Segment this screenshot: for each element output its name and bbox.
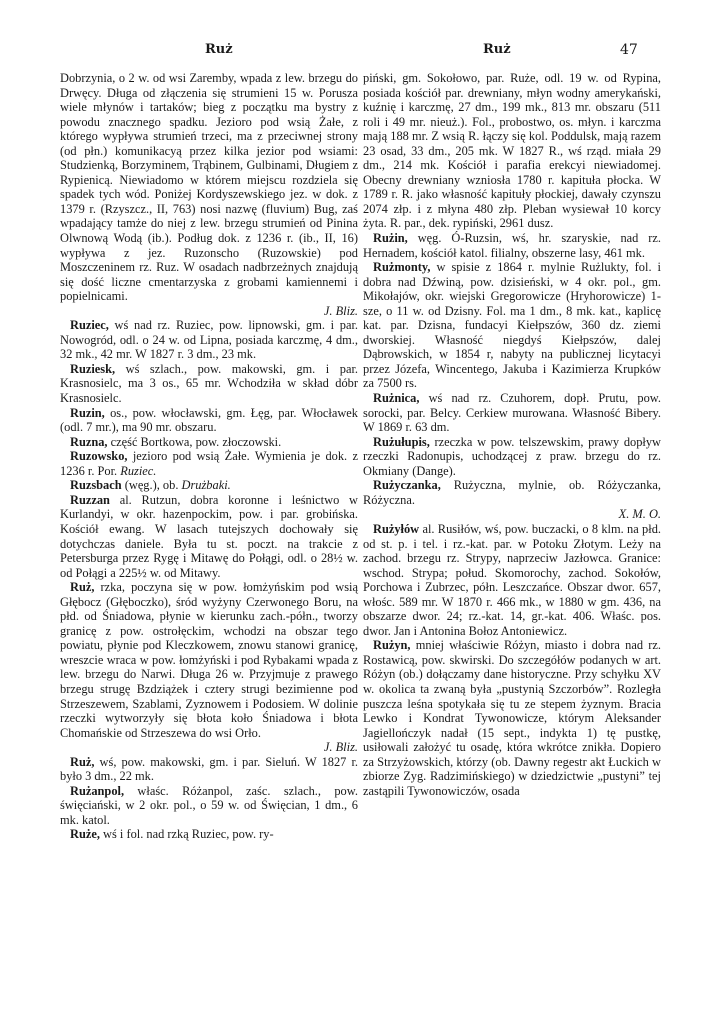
dictionary-entry	[60, 493, 358, 580]
running-head-left: Ruż	[205, 42, 233, 57]
entry-headword: Ruzsbach	[70, 478, 122, 493]
author-signature: J. Bliz.	[323, 303, 358, 318]
entry-headword: Rużmonty,	[373, 260, 431, 275]
entry-headword: Ruzowsko,	[70, 449, 128, 464]
entry-text: część Bortkowa, pow. złoczowski.	[107, 434, 282, 449]
dictionary-entry	[60, 784, 358, 828]
entry-text: w spisie z 1864 r. mylnie Rużlukty, fol. i dobra nad Dźwiną, pow. dzisieński, w 4 okr. pol., gm. Mikołajów, okr. wiejski Gregorowicze (Hryhorowicze) 1-sze, o 11 w. od Dzisny. Fol. ma 1 dm., 8 mk. kat., kaplicę kat. par. Dzisna, fundacyi Kiełpszów, 360 dz. ziemi dworskiej. Własność niegdyś Kiełpszów, dalej Dąbrowskich, w 1854 r, nabyty na publicznej licytacyi przez Józefa, Wincentego, Jakuba i Kazimierza Krupków za 7500 rs.	[363, 260, 661, 391]
entry-text: Dobrzynia, o 2 w. od wsi Zaremby, wpada z lew. brzegu do Drwęcy. Długa od złączenia się strumieni 15 w. Porusza wiele młynów i tartaków; bieg z początku ma bystry z powodu znacznego spadku. Jezioro pod wsią Żałe, z którego wypływa strumień trzeci, ma z przeciwnej strony (od płn.) komunikacyą przez kilka jezior pod wsiami: Studzienką, Borzyminem, Trąbinem, Gulbinami, Długiem z Rypienicą. Niewiadomo w którem miejscu rozdziela się spadek tych wód. Poniżej Kordyszewskiego jez. w dok. z 1379 r. (Rzyszcz., II, 763) nosi nazwę (fluvium) Bug, zaś wpadający tamże do niej z lew. brzegu strumień od Pinina Olwnową Wodą (ib.). Podług dok. z 1236 r. (ib., II, 16) wypływa z jez. Ruzonscho (Ruzowskie) pod Moszczeninem rz. Ruz. W osadach nadbrzeżnych znajdują się dość liczne cmentarzyska z grobami kamiennemi i popielnicami.	[60, 71, 358, 304]
running-head-right: Ruż	[483, 42, 511, 57]
entry-headword: Ruzin,	[70, 405, 105, 420]
entry-headword: Ruże,	[70, 827, 100, 842]
dictionary-entry	[363, 435, 661, 479]
entry-headword: Ruziesk,	[70, 361, 116, 376]
dictionary-entry	[60, 580, 358, 755]
dictionary-entry	[363, 260, 661, 391]
entry-headword: Rużyczanka,	[373, 478, 441, 493]
entry-headword: Ruzzan	[70, 492, 110, 507]
entry-text: wś, pow. makowski, gm. i par. Sieluń. W 1827 r. było 3 dm., 22 mk.	[60, 754, 358, 784]
entry-headword: Rużułupis,	[373, 434, 430, 449]
entry-headword: Ruziec,	[70, 318, 109, 333]
dictionary-entry	[363, 391, 661, 435]
entry-text: mniej właściwie Różyn, miasto i dobra nad rz. Rostawicą, pow. skwirski. Do szczegółów podanych w art. Różyn (ob.) dołączamy dane historyczne. Przy schyłku XV w. okolica ta zwaną była „pustynią Szczorbów”. Rozległa puszcza leśna spotykała się tu ze stepem żyznym. Bracia Lewko i Kondrat Tywonowicze, którym Aleksander Jagiellończyk nadał (15 sept., indykta 1) tę pustkę, usiłowali założyć tu osadę, która wkrótce znikła. Dopiero za Strzyżowskich, którzy (ob. Dawny regestr akt Łuckich w zbiorze Zyg. Radzimińskiego) w dziedzictwie „pustyni” tej zastąpili Tywonowiczów, osada	[363, 638, 661, 798]
dictionary-entry	[60, 406, 358, 435]
entry-text: wś nad rz. Czuhorem, dopł. Prutu, pow. sorocki, par. Belcy. Cerkiew murowana. Własność Bibery. W 1869 r. 63 dm.	[363, 391, 661, 435]
dictionary-entry	[60, 362, 358, 406]
dictionary-entry	[363, 231, 661, 260]
dictionary-entry	[60, 449, 358, 478]
entry-text: al. Rusiłów, wś, pow. buczacki, o 8 klm. na płd. od st. p. i tel. i rz.-kat. par. w Potoku Złotym. Leży na zachod. brzegu rz. Strypy, naprzeciw Jazłowca. Granice: wschod. Strypa; połud. Skomorochy, zachod. Sokołów, Porchowa i Zubrzec, półn. Leszczańce. Obszar dwor. 657, włośc. 589 mr. W 1870 r. 466 mk., w 1880 w gm. 436, na obszarze dwor. 24; rz.-kat. 14, gr.-kat. 406. Właśc. pos. dwor. Jan i Antonina Bołoz Antoniewicz.	[363, 521, 661, 638]
entry-headword: Rużyn,	[373, 638, 411, 653]
entry-text: wś nad rz. Ruziec, pow. lipnowski, gm. i par. Nowogród, odl. o 24 w. od Lipna, posiada karczmę, 4 dm., 32 mk., 42 mr. W 1827 r. 3 dm., 23 mk.	[60, 318, 358, 362]
entry-text: os., pow. włocławski, gm. Łęg, par. Włocławek (odl. 7 mr.), ma 90 mr. obszaru.	[60, 405, 358, 435]
entry-text: właśc. Różanpol, zaśc. szlach., pow. święciański, w 2 okr. pol., o 59 w. od Święcian, 1 dm., 6 mk. katol.	[60, 783, 358, 827]
page-number: 47	[620, 42, 638, 58]
entry-text: wś i fol. nad rzką Ruziec, pow. ry-	[99, 827, 274, 842]
cross-reference: Drużbaki.	[181, 478, 231, 493]
entry-text: rzka, poczyna się w pow. łomżyńskim pod wsią Głębocz (Głęboczko), śród wyżyny Czerwonego Boru, na płd. od Śniadowa, płynie w kierunku zach.-półn., tworzy granicę z pow. ostrołęckim, wchodzi na obszar tego powiatu, płynie pod Kleczkowem, znowu stanowi granicę, wreszcie wraca w pow. łomżyński i pod Rybakami wpada z lew. brzegu do Narwi. Długa 26 w. Przyjmuje z prawego brzegu strugę Bzdziążek i cztery strugi bezimienne pod Strzeszewem, Szablami, Zyznowem i Podosiem. W dolinie rzeczki wytworzyły się błota koło Śniadowa i błota Chomańskie od Strzeszewa do wsi Orło.	[60, 580, 358, 740]
entry-headword: Rużyłów	[373, 521, 420, 536]
dictionary-entry	[363, 522, 661, 638]
entry-headword: Rużin,	[373, 231, 408, 246]
dictionary-entry	[60, 318, 358, 362]
entry-headword: Ruż,	[70, 580, 95, 595]
dictionary-entry	[60, 755, 358, 784]
left-column	[60, 71, 358, 842]
entry-headword: Ruzna,	[70, 434, 108, 449]
entry-text: jezioro pod wsią Żałe. Wymienia je dok. z 1236 r. Por.	[60, 449, 358, 478]
entry-text: al. Rutzun, dobra koronne i leśnictwo w Kurlandyi, w okr. hazenpockim, pow. i par. grobińska. Kościół ewang. W lasach tutejszych dochowały się dotychczas daniele. Była tu st. poczt. na trakcie z Petersburga przez Rygę i Mitawę do Połągi, odl. o 28½ w. od Połągi a 225½ w. od Mitawy.	[60, 492, 358, 580]
entry-text: wś szlach., pow. makowski, gm. i par. Krasnosielc, ma 3 os., 65 mr. Wchodziła w skład dóbr Krasnosielc.	[60, 361, 358, 406]
entry-text: Rużyczna, mylnie, ob. Różyczanka, Różyczna.	[363, 478, 661, 507]
dictionary-entry	[60, 435, 358, 450]
dictionary-entry	[60, 478, 358, 493]
entry-headword: Rużanpol,	[70, 783, 125, 798]
entry-text: (węg.), ob.	[121, 478, 182, 493]
continued-text	[60, 71, 358, 318]
author-signature: J. Bliz.	[323, 740, 358, 755]
dictionary-entry	[60, 827, 358, 842]
continued-text	[363, 71, 661, 231]
page-header	[0, 42, 720, 62]
dictionary-entry	[363, 638, 661, 798]
dictionary-entry	[363, 478, 661, 522]
entry-text: węg. Ó-Ruzsin, wś, hr. szaryskie, nad rz. Hernadem, kościół katol. filialny, obszerne lasy, 461 mk.	[363, 231, 661, 260]
right-column	[363, 71, 661, 798]
author-signature: X. M. O.	[618, 507, 661, 522]
entry-text: rzeczka w pow. telszewskim, prawy dopływ rzeczki Radonupis, uchodzącej z praw. brzegu do rz. Okmiany (Dange).	[363, 434, 661, 478]
cross-reference: Ruziec.	[120, 463, 157, 478]
entry-headword: Rużnica,	[373, 391, 420, 406]
entry-headword: Ruż,	[70, 754, 95, 769]
entry-text: piński, gm. Sokołowo, par. Ruże, odl. 19 w. od Rypina, posiada kościół par. drewniany, młyn wodny amerykański, kuźnię i karczmę, 27 dm., 199 mk., 813 mr. obszaru (511 roli i 49 mr. nieuż.). Fol., probostwo, os. młyn. i karczma mają 188 mr. Z wsią R. łączy się kol. Poddulsk, mają razem 23 osad, 33 dm., 205 mk. W 1827 R., wś rząd. miała 29 dm., 214 mk. Kościół i parafia erekcyi niewiadomej. Obecny drewniany wzniosła 1780 r. kapituła płocka. W 1789 r. R. jako własność kapituły płockiej, dawały czynszu 2074 złp. i z młyna 480 złp. Pleban wysiewał 10 korcy żyta. R. par., dek. rypiński, 2961 dusz.	[363, 71, 661, 231]
